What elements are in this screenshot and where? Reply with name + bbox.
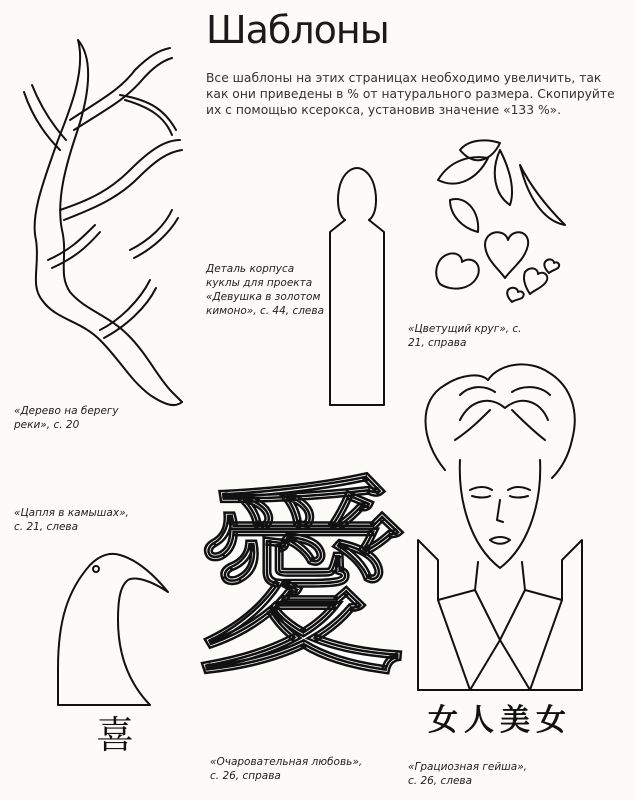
caption-heron: «Цапля в камышах», с. 21, слева bbox=[14, 507, 129, 533]
caption-geisha: «Грациозная гейша», с. 26, слева bbox=[408, 761, 528, 787]
caption-flower: «Цветущий круг», с. 21, справа bbox=[408, 323, 522, 349]
geisha-template bbox=[418, 364, 582, 690]
heron-template bbox=[58, 554, 168, 705]
caption-tree: «Дерево на берегу реки», с. 20 bbox=[14, 405, 119, 431]
caption-doll: Деталь корпуса куклы для проекта «Девушка в золотом кимоно», с. 44, слева bbox=[206, 263, 325, 317]
geisha-characters: 女人美女 bbox=[428, 703, 572, 738]
doll-template bbox=[330, 168, 384, 405]
love-character-template: 愛 bbox=[196, 456, 407, 703]
flower-templates bbox=[436, 140, 565, 302]
joy-character: 喜 bbox=[96, 713, 135, 757]
intro-text: Все шаблоны на этих страницах необходимо увеличить, так как они приведены в % от натурального размера. Скопируйте их с помощью ксерокса, установив значение «133 %». bbox=[206, 71, 615, 117]
tree-template bbox=[24, 40, 182, 405]
caption-love: «Очаровательная любовь», с. 26, справа bbox=[210, 756, 363, 782]
page-title: Шаблоны bbox=[206, 8, 389, 52]
